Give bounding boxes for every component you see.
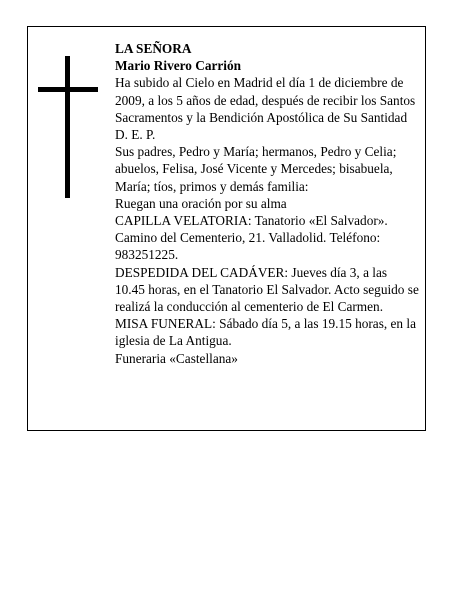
notice-text	[115, 40, 420, 367]
wake-chapel-info: CAPILLA VELATORIA: Tanatorio «El Salvador». Camino del Cementerio, 21. Valladolid. Teléfono: 983251225.	[115, 213, 388, 263]
prayer-request: Ruegan una oración por su alma	[115, 195, 287, 211]
farewell-info: DESPEDIDA DEL CADÁVER: Jueves día 3, a las 10.45 horas, en el Tanatorio El Salvador. Acto seguido se realizá la conducción al cementerio de El Carmen.	[115, 264, 419, 315]
obituary-notice	[27, 26, 426, 431]
funeral-home: Funeraria «Castellana»	[115, 350, 238, 366]
funeral-mass-info: MISA FUNERAL: Sábado día 5, a las 19.15 horas, en la iglesia de La Antigua.	[115, 316, 416, 349]
cross-icon	[38, 56, 98, 198]
rest-in-peace: D. E. P.	[115, 127, 156, 143]
cross-vertical-bar	[65, 56, 70, 198]
family-members: Sus padres, Pedro y María; hermanos, Pedro y Celia; abuelos, Felisa, José Vicente y Mercedes; bisabuela, María; tíos, primos y demás familia:	[115, 144, 397, 194]
cross-horizontal-bar	[38, 87, 98, 92]
notice-heading: LA SEÑORA	[115, 41, 192, 56]
death-announcement: Ha subido al Cielo en Madrid el día 1 de diciembre de 2009, a los 5 años de edad, después de recibir los Santos Sacramentos y la Bendición Apostólica de Su Santidad	[115, 75, 416, 125]
deceased-name: Mario Rivero Carrión	[115, 58, 242, 74]
